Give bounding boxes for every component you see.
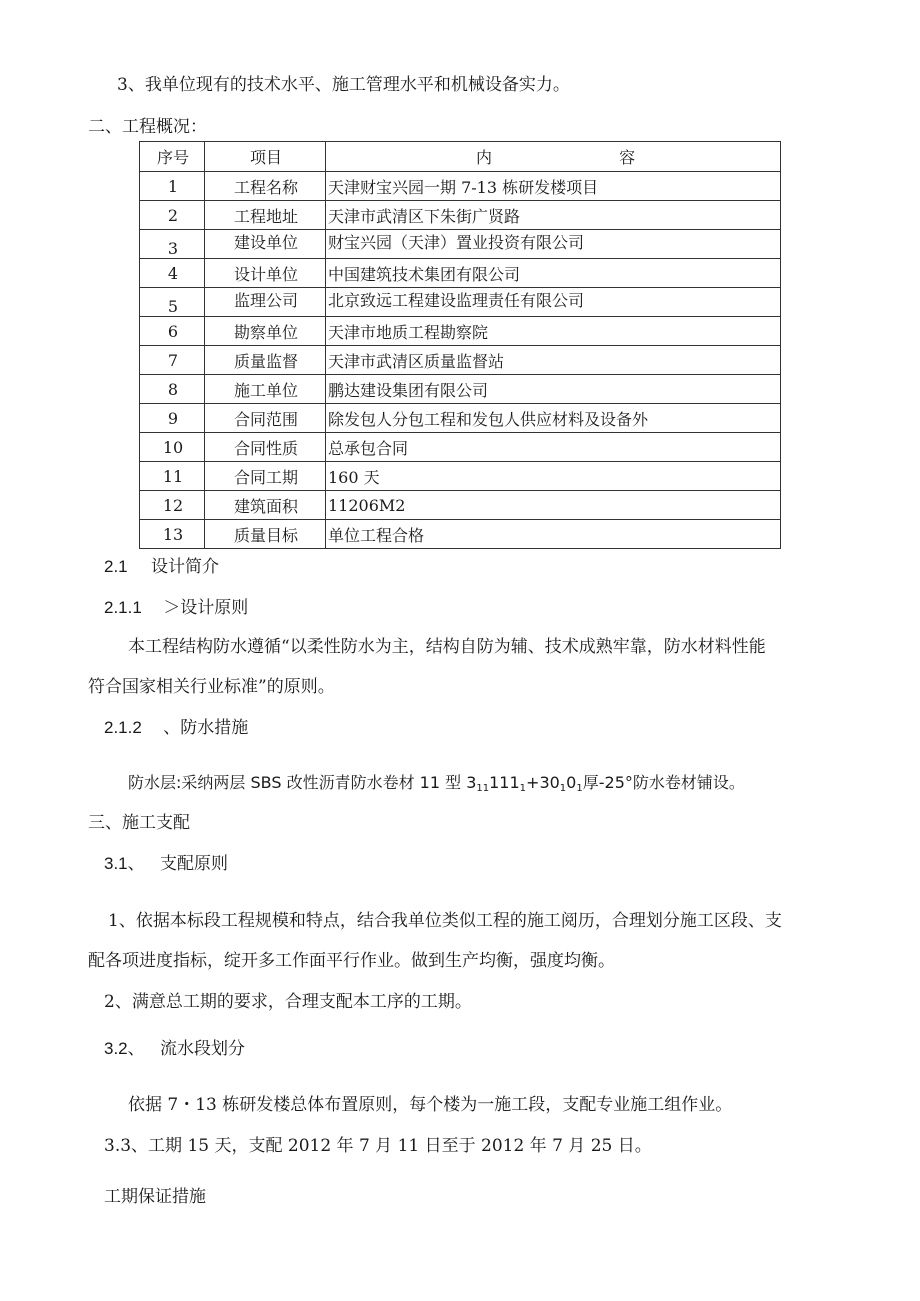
flow-section-paragraph: 依据 7・13 栋研发楼总体布置原则，每个楼为一施工段，支配专业施工组作业。 [128,1095,733,1115]
heading-3-1 [104,853,228,875]
schedule-guarantee-heading: 工期保证措施 [104,1187,206,1207]
row-item: 施工单位 [205,375,326,404]
table-row [140,172,781,201]
row-no: 2 [140,201,205,230]
heading-2-1-2-title: 、防水措施 [163,718,249,738]
schedule-principle-2: 2、满意总工期的要求，合理支配本工序的工期。 [104,992,472,1012]
header-no: 序号 [140,142,205,172]
design-principle-paragraph-line-1: 本工程结构防水遵循“以柔性防水为主，结构自防为辅、技术成熟牢靠，防水材料性能 [128,637,766,657]
heading-3-2 [104,1038,245,1060]
waterproof-prefix: 防水层:采纳两层 SBS 改性沥青防水卷材 11 型 3 [128,773,477,792]
row-no: 10 [140,433,205,462]
table-row [140,462,781,491]
heading-2-1-title: 设计简介 [151,557,220,577]
table-row [140,259,781,288]
row-no: 4 [140,259,205,288]
row-no: 1 [140,172,205,201]
waterproof-suffix: 厚-25°防水卷材铺设。 [582,773,745,792]
header-content [326,142,781,172]
row-content: 中国建筑技术集团有限公司 [326,259,781,288]
row-content: 天津市地质工程勘察院 [326,317,781,346]
row-item: 工程名称 [205,172,326,201]
table-row [140,230,781,259]
row-item: 合同性质 [205,433,326,462]
heading-2-1-number: 2.1 [104,557,128,576]
waterproof-layer-line [128,772,745,800]
row-item: 合同工期 [205,462,326,491]
row-no: 13 [140,520,205,549]
heading-2-1-1-title: ＞设计原则 [163,598,249,618]
row-content: 天津市武清区下朱街广贤路 [326,201,781,230]
row-no: 3 [140,230,205,259]
design-principle-paragraph-line-2: 符合国家相关行业标准”的原则。 [88,677,335,697]
table-row [140,201,781,230]
waterproof-mid-1: 111 [489,773,520,792]
row-no: 9 [140,404,205,433]
heading-3-1-number: 3.1、 [104,854,145,873]
header-item: 项目 [205,142,326,172]
row-content: 单位工程合格 [326,520,781,549]
table-header-row [140,142,781,172]
row-item: 设计单位 [205,259,326,288]
table-row [140,288,781,317]
row-item: 工程地址 [205,201,326,230]
waterproof-sub-4: 1 [576,783,583,794]
heading-2-1-1 [104,597,248,619]
row-no: 6 [140,317,205,346]
row-item: 质量目标 [205,520,326,549]
row-no: 12 [140,491,205,520]
project-overview-table [139,141,781,549]
waterproof-mid-3: 0 [566,773,577,792]
row-item: 质量监督 [205,346,326,375]
schedule-principle-1-line-1: 1、依据本标段工程规模和特点，结合我单位类似工程的施工阅历，合理划分施工区段、支 [108,911,782,931]
row-content: 天津财宝兴园一期 7-13 栋研发楼项目 [326,172,781,201]
row-item: 监理公司 [205,288,326,317]
table-row [140,491,781,520]
section-3-title: 三、施工支配 [88,813,190,833]
header-content-a: 内 [476,148,493,167]
intro-line: 3、我单位现有的技术水平、施工管理水平和机械设备实力。 [117,75,570,95]
schedule-principle-1-line-2: 配各项进度指标，绽开多工作面平行作业。做到生产均衡，强度均衡。 [88,951,615,971]
waterproof-sub-1: 11 [476,783,490,794]
section-2-title: 二、工程概况： [88,117,207,137]
table-row [140,520,781,549]
heading-2-1-2 [104,717,248,739]
waterproof-sub-2: 1 [519,783,527,794]
row-item: 建筑面积 [205,491,326,520]
row-content: 160 天 [326,462,781,491]
waterproof-sub-3: 1 [559,783,567,794]
row-content: 鹏达建设集团有限公司 [326,375,781,404]
row-content: 财宝兴园（天津）置业投资有限公司 [326,230,781,259]
heading-3-1-title: 支配原则 [160,854,229,874]
row-content: 总承包合同 [326,433,781,462]
row-item: 建设单位 [205,230,326,259]
row-no: 5 [140,288,205,317]
table-row [140,433,781,462]
row-item: 合同范围 [205,404,326,433]
heading-2-1 [104,556,219,578]
row-no: 11 [140,462,205,491]
heading-2-1-1-number: 2.1.1 [104,598,142,617]
table-row [140,375,781,404]
row-no: 8 [140,375,205,404]
heading-3-2-number: 3.2、 [104,1039,145,1058]
header-content-b: 容 [619,148,636,167]
heading-2-1-2-number: 2.1.2 [104,718,142,737]
table-row [140,346,781,375]
schedule-3-3-paragraph: 3.3、工期 15 天，支配 2012 年 7 月 11 日至于 2012 年 7 月 25 日。 [104,1136,652,1156]
row-content: 除发包人分包工程和发包人供应材料及设备外 [326,404,781,433]
row-item: 勘察单位 [205,317,326,346]
row-no: 7 [140,346,205,375]
heading-3-2-title: 流水段划分 [160,1039,246,1059]
table-row [140,404,781,433]
table-row [140,317,781,346]
row-content: 11206M2 [326,491,781,520]
row-content: 北京致远工程建设监理责任有限公司 [326,288,781,317]
waterproof-mid-2: +30 [526,773,560,792]
row-content: 天津市武清区质量监督站 [326,346,781,375]
